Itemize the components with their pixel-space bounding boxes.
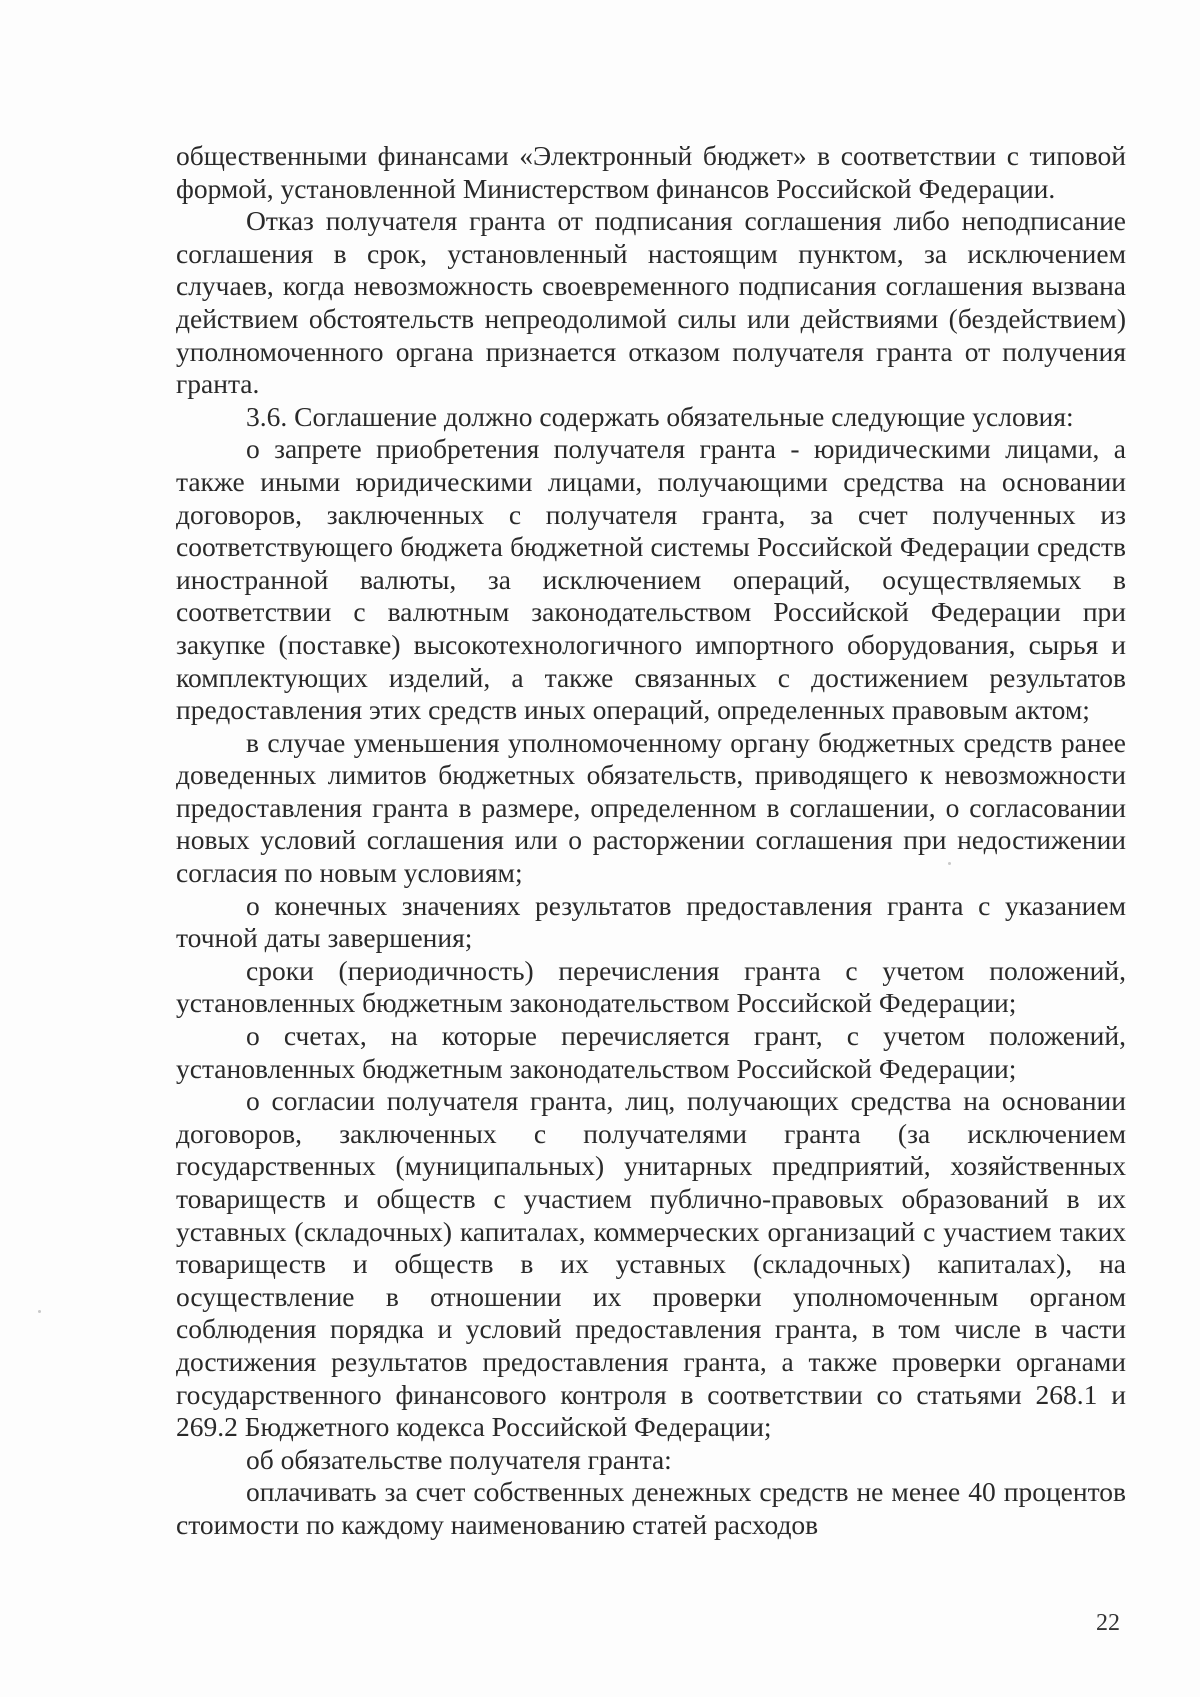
page-number: 22 xyxy=(1096,1610,1120,1636)
paragraph-transfer-terms: сроки (периодичность) перечисления гранта с учетом положений, установленных бюджетным законодательством Российской Федерации; xyxy=(176,954,1126,1019)
paragraph-final-results: о конечных значениях результатов предоставления гранта с указанием точной даты завершения; xyxy=(176,889,1126,954)
paragraph-consent-to-audit: о согласии получателя гранта, лиц, получающих средства на основании договоров, заключенных с получателями гранта (за исключением государственных (муниципальных) унитарных предприятий, хозяйственных товариществ и обществ с участием публично-правовых образований в их уставных (складочных) капиталах, коммерческих организаций с участием таких товариществ и обществ в их уставных (складочных) капиталах), на осуществление в отношении их проверки уполномоченным органом соблюдения порядка и условий предоставления гранта, в том числе в части достижения результатов предоставления гранта, а также проверки органами государственного финансового контроля в соответствии со статьями 268.1 и 269.2 Бюджетного кодекса Российской Федерации; xyxy=(176,1085,1126,1443)
document-body xyxy=(176,140,1126,1542)
paragraph-recipient-obligation: об обязательстве получателя гранта: xyxy=(246,1443,672,1475)
paragraph-continuation: общественными финансами «Электронный бюджет» в соответствии с типовой формой, установленной Министерством финансов Российской Федерации. xyxy=(176,140,1126,204)
paragraph-accounts: о счетах, на которые перечисляется грант, с учетом положений, установленных бюджетным законодательством Российской Федерации; xyxy=(176,1020,1126,1084)
paragraph-refusal: Отказ получателя гранта от подписания соглашения либо неподписание соглашения в срок, установленный настоящим пунктом, за исключением случаев, когда невозможность своевременного подписания соглашения вызвана действием обстоятельств непреодолимой силы или действиями (бездействием) уполномоченного органа признается отказом получателя гранта от получения гранта. xyxy=(176,205,1126,400)
paragraph-cofinancing: оплачивать за счет собственных денежных средств не менее 40 процентов стоимости по каждому наименованию статей расходов xyxy=(176,1476,1126,1540)
scan-artifact-dot xyxy=(38,1310,41,1313)
paragraph-currency-prohibition: о запрете приобретения получателя гранта - юридическими лицами, а также иными юридическими лицами, получающими средства на основании договоров, заключенных с получателя гранта, за счет полученных из соответствующего бюджета бюджетной системы Российской Федерации средств иностранной валюты, за исключением операций, осуществляемых в соответствии с валютным законодательством Российской Федерации при закупке (поставке) высокотехнологичного импортного оборудования, сырья и комплектующих изделий, а также связанных с достижением результатов предоставления этих средств иных операций, определенных правовым актом; xyxy=(176,433,1126,726)
scan-artifact-dot xyxy=(948,862,951,865)
paragraph-budget-reduction: в случае уменьшения уполномоченному органу бюджетных средств ранее доведенных лимитов бюджетных обязательств, приводящего к невозможности предоставления гранта в размере, определенном в соглашении, о согласовании новых условий соглашения или о расторжении соглашения при недостижении согласия по новым условиям; xyxy=(176,726,1126,889)
paragraph-clause-3-6: 3.6. Соглашение должно содержать обязательные следующие условия: xyxy=(246,400,1074,432)
